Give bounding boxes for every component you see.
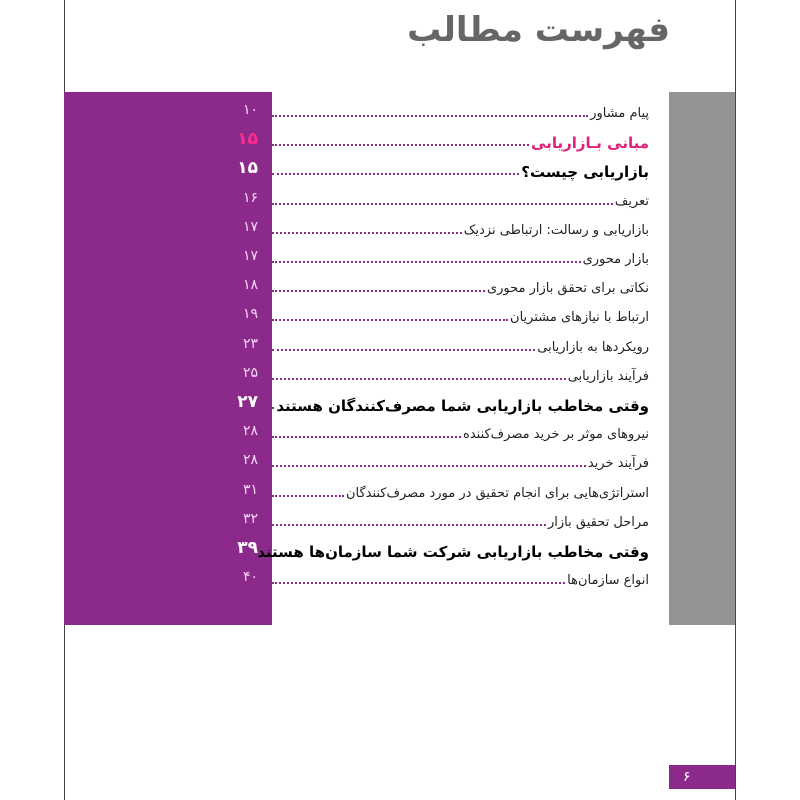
dotted-leader	[272, 495, 344, 497]
toc-entry[interactable]	[64, 534, 669, 562]
toc-entry-label: بازار محوری	[582, 252, 649, 267]
dotted-leader	[272, 232, 462, 234]
toc-entry[interactable]	[64, 563, 669, 591]
toc-entry-label: رویکردها به بازاریابی	[537, 339, 649, 355]
toc-entry[interactable]	[64, 213, 669, 241]
toc-entry[interactable]	[64, 388, 669, 416]
toc-entry-label: ارتباط با نیازهای مشتریان	[510, 310, 649, 326]
toc-entry[interactable]	[64, 271, 669, 299]
dotted-leader	[272, 261, 581, 263]
toc-page-number: ۳۱	[242, 481, 258, 498]
toc-entry[interactable]	[64, 184, 669, 212]
dotted-leader	[272, 144, 529, 146]
dotted-leader	[272, 407, 274, 409]
toc-page-number: ۱۹	[242, 306, 258, 323]
toc-entry-label: بازاریابی و رسالت: ارتباطی نزدیک	[463, 222, 649, 238]
toc-entry[interactable]	[64, 417, 669, 445]
toc-page-number: ۲۷	[237, 392, 258, 412]
page-title: فهرست مطالب	[407, 10, 670, 50]
toc-entry-label: استراتژی‌هایی برای انجام تحقیق در مورد مصرف‌کنندگان	[345, 485, 649, 501]
toc-entry[interactable]	[64, 125, 669, 153]
toc-page-number: ۱۵	[237, 158, 258, 179]
toc-page-number: ۴۰	[242, 569, 258, 586]
toc-page-number: ۲۳	[242, 335, 258, 352]
toc-page-number: ۱۵	[237, 129, 258, 150]
side-margin-bar	[669, 92, 735, 625]
toc-entry[interactable]	[64, 476, 669, 504]
toc-entry[interactable]	[64, 242, 669, 270]
toc-entry[interactable]	[64, 359, 669, 387]
dotted-leader	[272, 203, 613, 205]
toc-entry[interactable]	[64, 505, 669, 533]
toc-entry[interactable]	[64, 446, 669, 474]
toc-entry-label: فرآیند خرید	[587, 456, 649, 472]
toc-entry-label: انواع سازمان‌ها	[567, 573, 649, 589]
dotted-leader	[272, 524, 546, 526]
page-border-right	[735, 0, 736, 800]
dotted-leader	[272, 378, 566, 380]
toc-page-number: ۲۸	[242, 452, 258, 469]
toc-page-number: ۱۶	[242, 189, 258, 206]
toc-page-number: ۱۰	[242, 102, 258, 118]
toc-page-number: ۲۸	[242, 423, 258, 440]
toc-page-number: ۱۸	[242, 277, 258, 294]
toc-entry-label: وقتی مخاطب بازاریابی شما مصرف‌کنندگان هستند	[276, 397, 649, 415]
dotted-leader	[272, 319, 508, 321]
toc-entry[interactable]	[64, 96, 669, 124]
dotted-leader	[272, 173, 519, 175]
dotted-leader	[272, 582, 565, 584]
toc-entry[interactable]	[64, 300, 669, 328]
toc-entry-label: بازاریابی چیست؟	[521, 163, 649, 182]
dotted-leader	[272, 115, 588, 117]
toc-page-number: ۱۷	[242, 248, 258, 264]
toc-page-number: ۱۷	[242, 218, 258, 235]
dotted-leader	[272, 465, 586, 467]
dotted-leader	[272, 290, 485, 292]
dotted-leader	[272, 436, 461, 438]
toc-entry-label: پیام مشاور	[590, 106, 649, 121]
toc-entry-label: فرآیند بازاریابی	[567, 368, 649, 384]
toc-entry[interactable]	[64, 154, 669, 182]
toc-entry-label: نیروهای موثر بر خرید مصرف‌کننده	[463, 427, 649, 443]
toc-entry-label: وقتی مخاطب بازاریابی شرکت شما سازمان‌ها هستند	[257, 543, 649, 561]
toc-entry-label: نکاتی برای تحقق بازار محوری	[486, 281, 649, 297]
toc-page-number: ۳۹	[237, 538, 258, 558]
toc-entry-label: مراحل تحقیق بازار	[548, 514, 649, 530]
toc-page-number: ۲۵	[242, 364, 258, 381]
toc-page-number: ۳۲	[242, 510, 258, 527]
toc-entry-label: تعریف	[614, 193, 649, 209]
footer-page-number: ۶	[669, 765, 735, 789]
dotted-leader	[272, 349, 535, 351]
toc-entry-label: مبانی بـازاریابی	[531, 134, 649, 153]
toc-entry[interactable]	[64, 330, 669, 358]
